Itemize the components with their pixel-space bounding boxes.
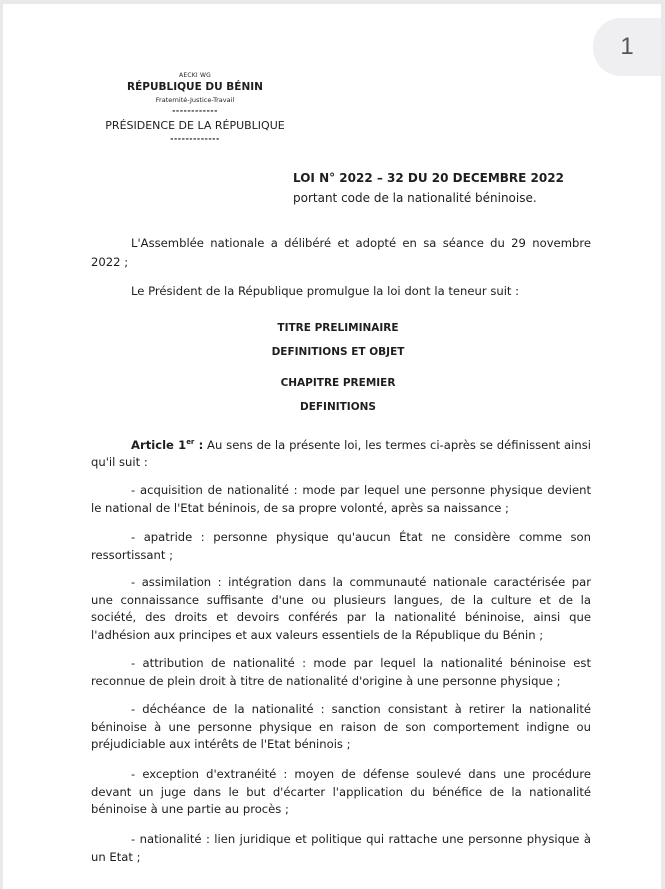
definition-item: - acquisition de nationalité : mode par lequel une personne physique devient le national de l'Etat béninois, de sa propre volonté, après sa naissance ; (91, 483, 591, 515)
definition-item: - nationalité : lien juridique et politique qui rattache une personne physique à un Etat ; (91, 832, 591, 864)
definition-item: - déchéance de la nationalité : sanction consistant à retirer la nationalité béninoise à une personne physique en raison de son comportement indigne ou préjudiciable aux intérêts de l'Etat béninois ; (91, 702, 591, 751)
letterhead-motto: Fraternité-Justice-Travail (155, 96, 235, 104)
letterhead-presidency: PRÉSIDENCE DE LA RÉPUBLIQUE (105, 119, 285, 132)
law-title: LOI N° 2022 – 32 DU 20 DECEMBRE 2022 (293, 171, 564, 185)
definition-item: - apatride : personne physique qu'aucun État ne considère comme son ressortissant ; (91, 530, 591, 562)
article-1-label: Article 1er : (131, 437, 204, 452)
definition-item: - exception d'extranéité : moyen de défense soulevé dans une procédure devant un juge dans le but d'écarter l'application du bénéfice de la nationalité béninoise à une partie au procès ; (91, 767, 591, 816)
heading-titre-name: DEFINITIONS ET OBJET (271, 346, 405, 358)
heading-chapitre: CHAPITRE PREMIER (280, 377, 396, 389)
definition-item: - assimilation : intégration dans la communauté nationale caractérisée par une connaissance suffisante d'une ou plusieurs langues, de la culture et de la société, des droits et devoirs conférés par la nationalité béninoise, ainsi que l'adhésion aux principes et aux valeurs essentiels de la République du Bénin ; (91, 575, 591, 642)
article-1-intro: Article 1er : Au sens de la présente loi, les termes ci-après se définissent ainsi qu'il suit : (91, 437, 591, 470)
heading-titre: TITRE PRELIMINAIRE (277, 322, 399, 334)
definition-item: - attribution de nationalité : mode par lequel la nationalité béninoise est reconnue de plein droit à titre de nationalité d'origine à une personne physique ; (91, 656, 591, 688)
preamble-assembly: L'Assemblée nationale a délibéré et adopté en sa séance du 29 novembre 2022 ; (91, 236, 591, 269)
letterhead-country: RÉPUBLIQUE DU BÉNIN (127, 81, 263, 93)
document-page (3, 4, 661, 889)
heading-chapitre-name: DEFINITIONS (299, 401, 376, 413)
letterhead-separator: ------------ (172, 106, 218, 115)
law-subtitle: portant code de la nationalité béninoise. (293, 191, 537, 205)
page-number-badge: 1 (593, 18, 661, 76)
letterhead (95, 71, 295, 144)
letterhead-code: AECKI WG (179, 72, 211, 79)
letterhead-separator-2: ------------- (170, 134, 220, 143)
preamble-promulgation: Le Président de la République promulgue la loi dont la teneur suit : (131, 284, 520, 298)
